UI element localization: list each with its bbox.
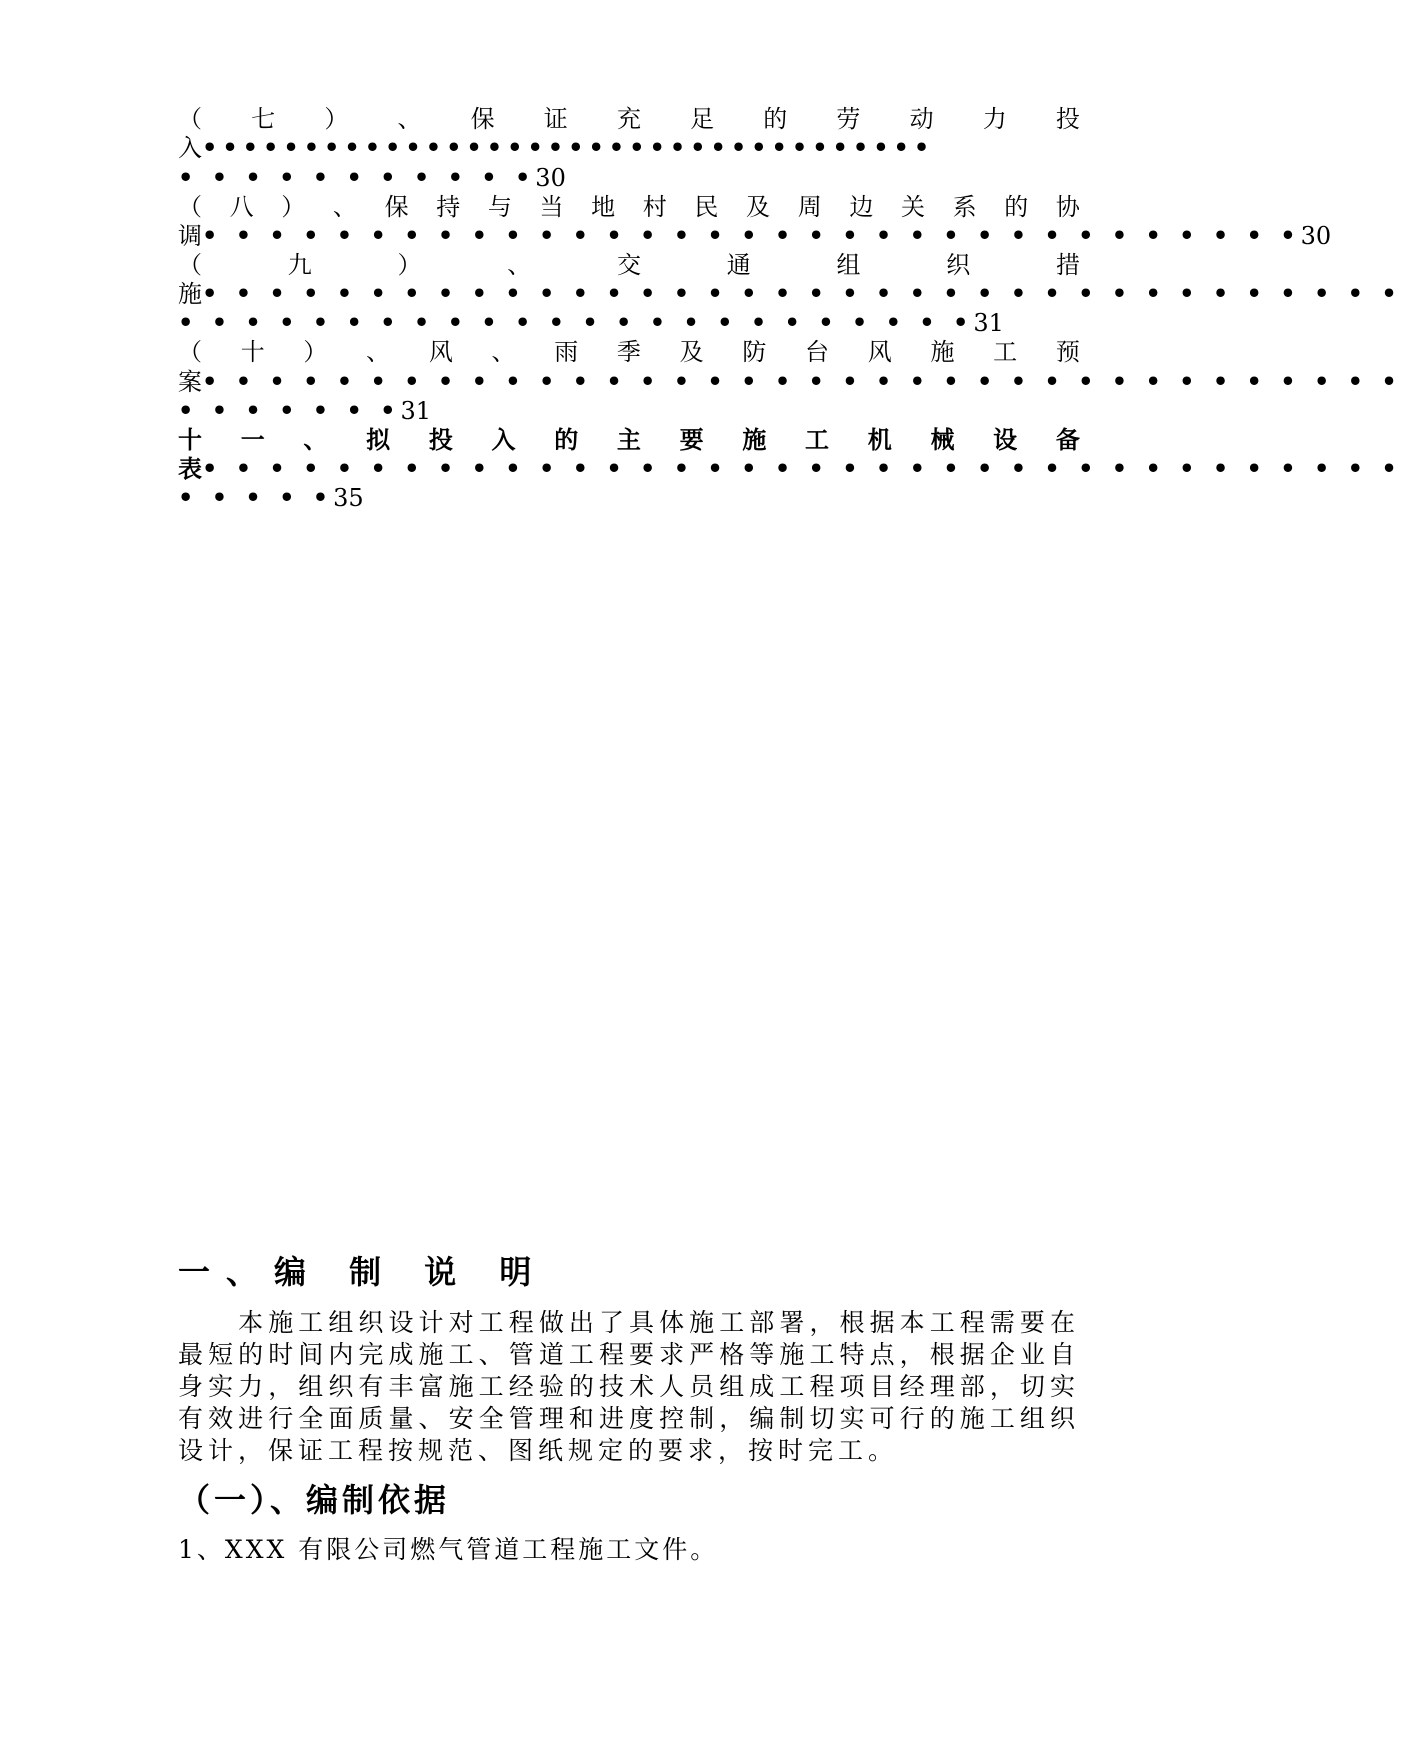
toc-line[interactable]	[178, 453, 1402, 485]
toc-line[interactable]	[178, 162, 1080, 194]
toc-title-char: （	[178, 193, 202, 221]
toc-title-char: 季	[616, 338, 641, 366]
toc-title-char: 持	[436, 193, 461, 221]
toc-page-number: 35	[333, 484, 364, 512]
toc-title-char: 的	[763, 105, 788, 133]
toc-title-char: 保	[384, 193, 409, 221]
toc-line[interactable]	[178, 278, 1402, 310]
toc-title-char: 及	[746, 193, 771, 221]
toc-title-char: 力	[982, 105, 1007, 133]
toc-line[interactable]	[178, 132, 1080, 164]
toc-line[interactable]	[178, 366, 1402, 398]
toc-line[interactable]	[178, 482, 1080, 514]
toc-title-char: 工	[805, 425, 830, 454]
toc-title-char: 足	[690, 105, 715, 133]
toc-title-char: 风	[428, 338, 453, 366]
toc-title-end: 表	[178, 454, 202, 483]
toc-title-char: 台	[805, 338, 830, 366]
toc-line[interactable]	[178, 307, 1080, 339]
toc-title-char: 保	[470, 105, 495, 133]
toc-title-char: 要	[679, 425, 704, 454]
toc-title-char: 当	[539, 193, 564, 221]
toc-title-char: 预	[1055, 338, 1080, 366]
toc-title-char: 措	[1056, 251, 1080, 279]
toc-title-char: （	[178, 338, 202, 366]
toc-title-char: 九	[287, 251, 312, 279]
toc-title-char: 一	[240, 425, 265, 454]
toc-title-char: 十	[240, 338, 265, 366]
toc-line[interactable]	[178, 191, 1080, 223]
toc-line[interactable]	[178, 249, 1080, 281]
toc-title-char: 施	[742, 425, 767, 454]
section-paragraph: 本施工组织设计对工程做出了具体施工部署，根据本工程需要在最短的时间内完成施工、管道工程要求严格等施工特点，根据企业自身实力，组织有丰富施工经验的技术人员组成工程项目经理部，切实有效进行全面质量、安全管理和进度控制，编制切实可行的施工组织设计，保证工程按规范、图纸规定的要求，按时完工。	[178, 1308, 1080, 1465]
toc-title-end: 案	[178, 368, 202, 396]
toc-title-char: 系	[952, 193, 977, 221]
toc-title-char: 交	[617, 251, 641, 279]
toc-title-char: 民	[694, 193, 719, 221]
toc-title-char: 入	[491, 425, 516, 454]
toc-title-char: 通	[726, 251, 751, 279]
toc-dot-leader: • • • • • • •	[178, 396, 401, 425]
toc-title-char: 村	[642, 193, 667, 221]
toc-dot-leader: • • • • • • • • • • • • • • • • • • • • • • • • • • • • • • • • • • • •	[202, 279, 1402, 308]
toc-dot-leader: • • • • •	[178, 483, 334, 512]
toc-title-char: 充	[616, 105, 641, 133]
toc-title-char: 边	[849, 193, 874, 221]
toc-page-number: 31	[400, 397, 432, 425]
toc-title-char: 劳	[836, 105, 861, 133]
toc-title-char: 雨	[554, 338, 579, 366]
toc-title-char: 拟	[366, 425, 391, 454]
toc-line[interactable]	[178, 395, 1080, 427]
section-heading: 一、编 制 说 明	[178, 1253, 548, 1291]
toc-page-number: 30	[535, 164, 566, 192]
toc-dot-leader: • • • • • • • • • • • • • • • • • • • • • • • • • • • • • • • • • • • •	[202, 367, 1402, 396]
toc-title-char: 及	[679, 338, 704, 366]
toc-title-char: 组	[836, 251, 861, 279]
toc-title-char: 防	[742, 338, 767, 366]
toc-title-char: 机	[867, 425, 892, 454]
toc-title-char: 织	[946, 251, 971, 279]
toc-title-char: 与	[487, 193, 512, 221]
toc-title-char: 协	[1055, 193, 1080, 221]
toc-line[interactable]	[178, 103, 1080, 135]
toc-title-char: 的	[554, 425, 579, 454]
toc-title-char: ）	[303, 338, 328, 366]
toc-title-char: 周	[797, 193, 822, 221]
toc-dot-leader: • • • • • • • • • • • • • • • • • • • • • • • • • • • • • • • • • • • •	[202, 454, 1402, 483]
subsection-heading: （一）、编制依据	[178, 1481, 451, 1519]
toc-title-char: 工	[993, 338, 1018, 366]
toc-title-char: 设	[993, 425, 1018, 454]
toc-title-char: 施	[930, 338, 955, 366]
toc-title-char: ）	[281, 193, 306, 221]
toc-title-char: 动	[909, 105, 934, 133]
toc-dot-leader: • • • • • • • • • • • • • • • • • • • • • • • •	[178, 308, 974, 337]
toc-dot-leader: • • • • • • • • • • • • • • • • • • • • • • • • • • • • • • • • •	[202, 221, 1301, 250]
toc-title-char: 八	[229, 193, 254, 221]
toc-title-char: 、	[332, 193, 357, 221]
toc-title-char: 、	[303, 425, 328, 454]
toc-title-char: 、	[491, 338, 516, 366]
toc-title-end: 入	[178, 134, 202, 162]
toc-title-char: 的	[1004, 193, 1029, 221]
toc-page-number: 31	[973, 309, 1004, 337]
toc-line[interactable]	[178, 424, 1080, 456]
toc-dot-leader: • • • • • • • • • • •	[178, 163, 536, 192]
toc-title-char: 地	[591, 193, 616, 221]
toc-title-end: 施	[178, 280, 202, 308]
toc-title-char: 投	[428, 425, 453, 454]
toc-title-char: 、	[507, 251, 532, 279]
toc-title-char: 、	[366, 338, 391, 366]
toc-title-char: 证	[543, 105, 568, 133]
toc-page-number: 30	[1300, 222, 1332, 250]
toc-title-char: 风	[867, 338, 892, 366]
toc-line[interactable]	[178, 336, 1080, 368]
toc-title-char: 主	[616, 425, 641, 454]
toc-dot-leader: ••••••••••••••••••••••••••••••••••••	[202, 133, 935, 162]
toc-line[interactable]	[178, 220, 1332, 252]
toc-title-char: 备	[1055, 425, 1080, 454]
toc-title-char: ）	[324, 105, 349, 133]
toc-title-char: 七	[251, 105, 276, 133]
toc-title-char: ）	[397, 251, 422, 279]
toc-title-char: 投	[1055, 105, 1080, 133]
toc-title-char: （	[178, 251, 202, 279]
toc-title-char: 械	[930, 425, 955, 454]
toc-title-char: 关	[900, 193, 925, 221]
toc-title-char: 、	[397, 105, 422, 133]
toc-title-char: （	[178, 105, 202, 133]
toc-title-end: 调	[178, 222, 202, 250]
list-item: 1、XXX 有限公司燃气管道工程施工文件。	[178, 1535, 719, 1564]
toc-title-char: 十	[178, 425, 202, 454]
